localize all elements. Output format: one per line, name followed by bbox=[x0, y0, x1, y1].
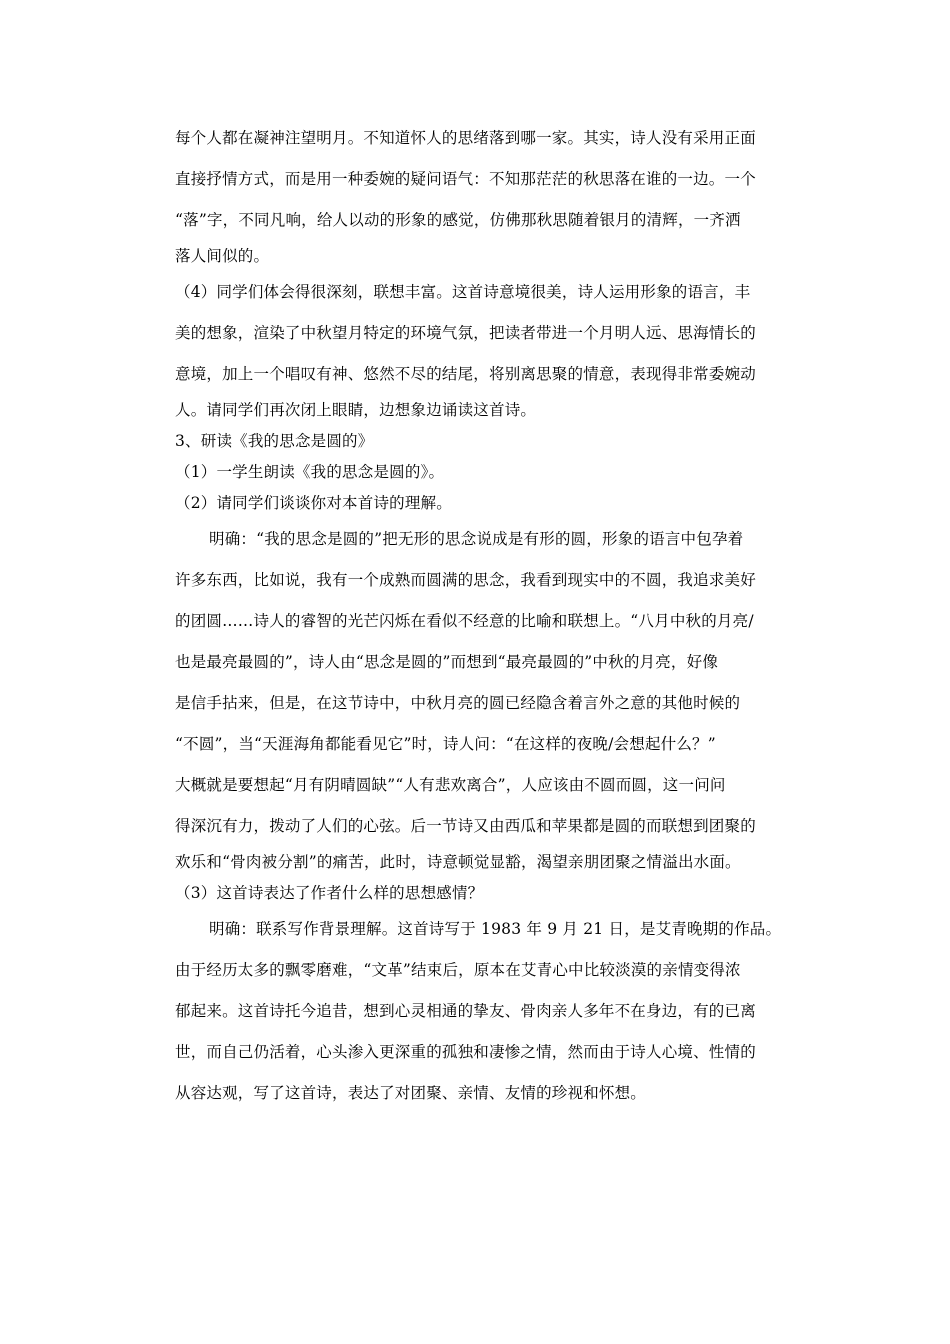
paragraph-line: 欢乐和“骨肉被分割”的痛苦，此时，诗意顿觉显豁，渴望亲朋团聚之情溢出水面。 bbox=[175, 853, 741, 871]
paragraph-line: 郁起来。这首诗托今追昔，想到心灵相通的挚友、骨肉亲人多年不在身边，有的已离 bbox=[175, 1002, 756, 1020]
paragraph-line: 意境，加上一个唱叹有神、悠然不尽的结尾，将别离思聚的情意，表现得非常委婉动 bbox=[175, 365, 756, 383]
document-page bbox=[175, 118, 807, 1114]
paragraph-line: 明确：“我的思念是圆的”把无形的思念说成是有形的圆，形象的语言中包孕着 bbox=[209, 530, 744, 548]
list-item: （2）请同学们谈谈你对本首诗的理解。 bbox=[175, 494, 452, 512]
paragraph-line: 从容达观，写了这首诗，表达了对团聚、亲情、友情的珍视和怀想。 bbox=[175, 1084, 647, 1102]
paragraph-line: 人。请同学们再次闭上眼睛，边想象边诵读这首诗。 bbox=[175, 401, 537, 419]
paragraph-line: 落人间似的。 bbox=[175, 247, 270, 265]
paragraph-line: “落”字，不同凡响，给人以动的形象的感觉，仿佛那秋思随着银月的清辉，一齐洒 bbox=[175, 211, 741, 229]
paragraph-line: 也是最亮最圆的”，诗人由“思念是圆的”而想到“最亮最圆的”中秋的月亮，好像 bbox=[175, 653, 719, 671]
list-item: （3）这首诗表达了作者什么样的思想感情？ bbox=[175, 884, 484, 902]
paragraph-line: 的团圆……诗人的睿智的光芒闪烁在看似不经意的比喻和联想上。“八月中秋的月亮/ bbox=[175, 612, 754, 630]
paragraph-line: 是信手拈来，但是，在这节诗中，中秋月亮的圆已经隐含着言外之意的其他时候的 bbox=[175, 694, 741, 712]
paragraph-line: 世，而自己仍活着，心头渗入更深重的孤独和凄惨之情，然而由于诗人心境、性情的 bbox=[175, 1043, 756, 1061]
paragraph-line: 每个人都在凝神注望明月。不知道怀人的思绪落到哪一家。其实，诗人没有采用正面 bbox=[175, 129, 756, 147]
paragraph-line: 明确：联系写作背景理解。这首诗写于 1983 年 9 月 21 日，是艾青晚期的作品。 bbox=[209, 920, 782, 938]
paragraph-line: “不圆”，当“天涯海角都能看见它”时，诗人问：“在这样的夜晚/会想起什么？” bbox=[175, 735, 716, 753]
paragraph-line: 许多东西，比如说，我有一个成熟而圆满的思念，我看到现实中的不圆，我追求美好 bbox=[175, 571, 756, 589]
paragraph-line: 直接抒情方式，而是用一种委婉的疑问语气：不知那茫茫的秋思落在谁的一边。一个 bbox=[175, 170, 756, 188]
paragraph-line: 由于经历太多的飘零磨难，“文革”结束后，原本在艾青心中比较淡漠的亲情变得浓 bbox=[175, 961, 741, 979]
section-heading: 3、研读《我的思念是圆的》 bbox=[175, 432, 374, 450]
list-item: （1）一学生朗读《我的思念是圆的》。 bbox=[175, 463, 445, 481]
paragraph-line: （4）同学们体会得很深刻，联想丰富。这首诗意境很美，诗人运用形象的语言，丰 bbox=[175, 283, 751, 301]
paragraph-line: 美的想象，渲染了中秋望月特定的环境气氛，把读者带进一个月明人远、思海情长的 bbox=[175, 324, 756, 342]
paragraph-line: 得深沉有力，拨动了人们的心弦。后一节诗又由西瓜和苹果都是圆的而联想到团聚的 bbox=[175, 817, 756, 835]
paragraph-line: 大概就是要想起“月有阴晴圆缺”“人有悲欢离合”，人应该由不圆而圆，这一问问 bbox=[175, 776, 726, 794]
